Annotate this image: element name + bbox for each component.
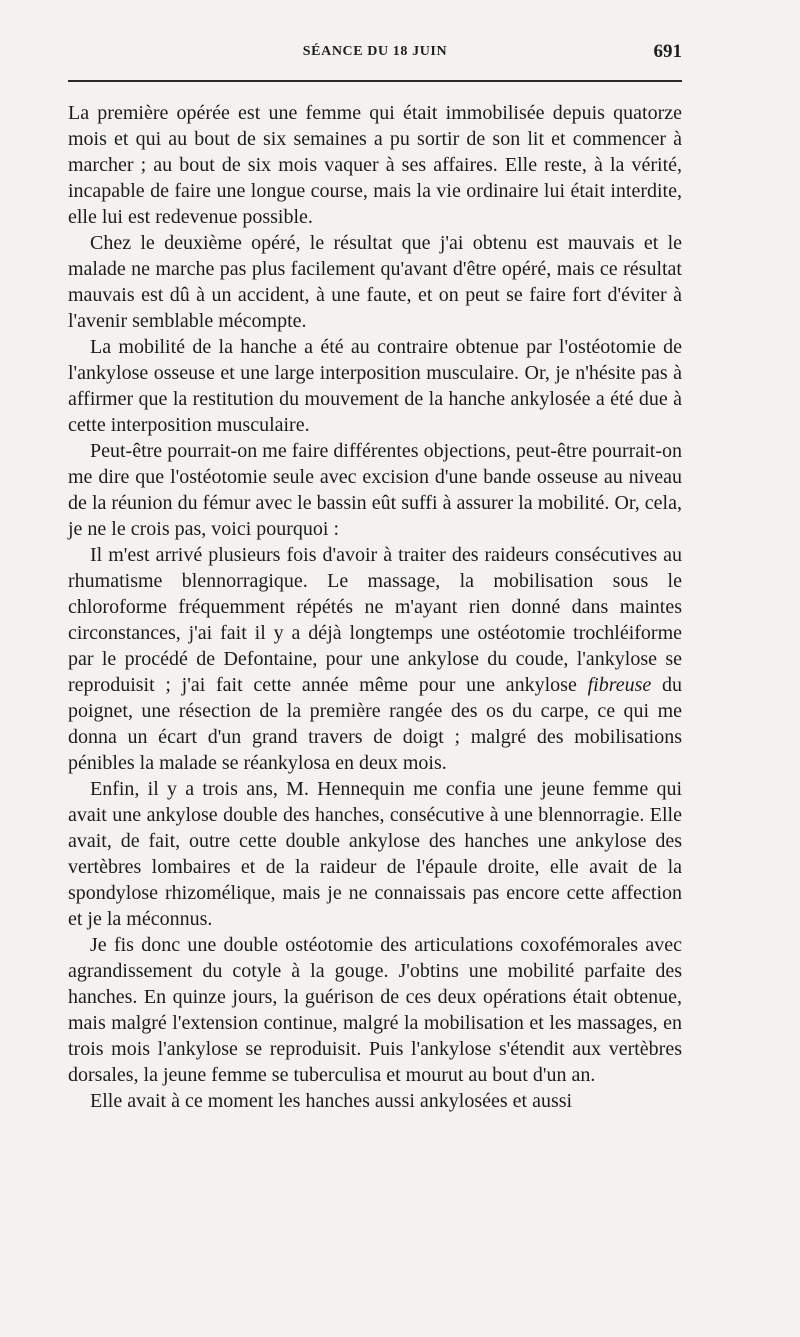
paragraph-text: du poignet, une résection de la première rangée des os du carpe, ce qui me donna un écart d'un grand travers de doigt ; malgré des mobilisations pénibles la malade se réankylosa en deux mois.	[68, 674, 683, 774]
paragraph: Chez le deuxième opéré, le résultat que j'ai obtenu est mauvais et le malade ne marche pas plus facilement qu'avant d'être opéré, mais ce résultat mauvais est dû à un accident, à une faute, et on peut se faire fort d'éviter à l'avenir semblable mécompte.	[68, 232, 682, 332]
paragraph: La première opérée est une femme qui était immobilisée depuis quatorze mois et qui au bout de six semaines a pu sortir de son lit et commencer à marcher ; au bout de six mois vaquer à ses affaires. Elle reste, à la vérité, incapable de faire une longue course, mais la vie ordinaire lui était interdite, elle lui est redevenue possible.	[68, 102, 682, 228]
running-header	[68, 41, 682, 70]
header-rule	[68, 80, 682, 82]
page-number: 691	[653, 41, 682, 62]
paragraph	[68, 542, 682, 776]
running-title: SÉANCE DU 18 JUIN	[302, 44, 448, 59]
paragraph: Elle avait à ce moment les hanches aussi ankylosées et aussi	[90, 1090, 573, 1112]
paragraph-text: Il m'est arrivé plusieurs fois d'avoir à traiter des raideurs consécutives au rhumatisme blennorragique. Le massage, la mobilisation sous le chloroforme fréquemment répétés ne m'ayant rien donné dans maintes circonstances, j'ai fait il y a déjà longtemps une ostéotomie trochléiforme par le procédé de Defontaine, pour une ankylose du coude, l'ankylose se reproduisit ; j'ai fait cette année même pour une ankylose	[68, 544, 682, 696]
emphasized-word: fibreuse	[587, 674, 652, 696]
paragraph: Enfin, il y a trois ans, M. Hennequin me confia une jeune femme qui avait une ankylose double des hanches, consécutive à une blennorragie. Elle avait, de fait, outre cette double ankylose des hanches une ankylose des vertèbres lombaires et de la raideur de l'épaule droite, elle avait de la spondylose rhizomélique, mais je ne connaissais pas encore cette affection et je la méconnus.	[68, 778, 682, 930]
body-text	[68, 100, 682, 1114]
paragraph: La mobilité de la hanche a été au contraire obtenue par l'ostéotomie de l'ankylose osseuse et une large interposition musculaire. Or, je n'hésite pas à affirmer que la restitution du mouvement de la hanche ankylosée a été due à cette interposition musculaire.	[68, 336, 682, 436]
paragraph: Peut-être pourrait-on me faire différentes objections, peut-être pourrait-on me dire que l'ostéotomie seule avec excision d'une bande osseuse au niveau de la réunion du fémur avec le bassin eût suffi à assurer la mobilité. Or, cela, je ne le crois pas, voici pourquoi :	[68, 440, 682, 540]
paragraph: Je fis donc une double ostéotomie des articulations coxofémorales avec agrandissement du cotyle à la gouge. J'obtins une mobilité parfaite des hanches. En quinze jours, la guérison de ces deux opérations était obtenue, mais malgré l'extension continue, malgré la mobilisation et les massages, en trois mois l'ankylose se reproduisit. Puis l'ankylose s'étendit aux vertèbres dorsales, la jeune femme se tuberculisa et mourut au bout d'un an.	[68, 934, 682, 1086]
